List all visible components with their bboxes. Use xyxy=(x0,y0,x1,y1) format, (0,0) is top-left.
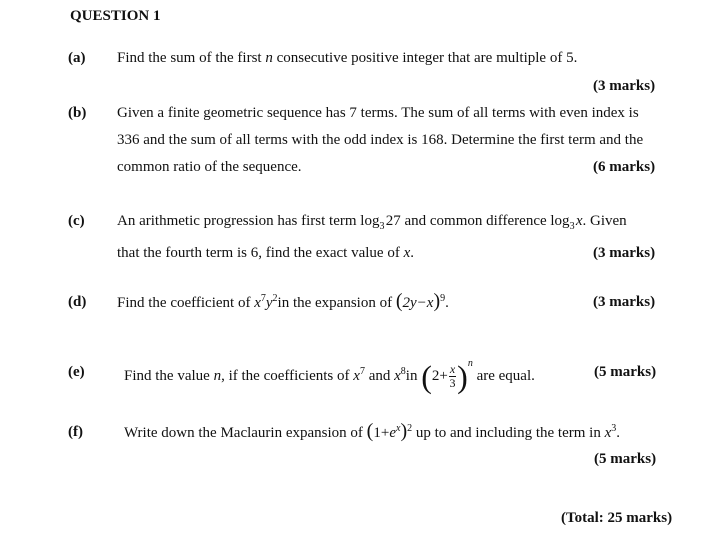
total-marks: (Total: 25 marks) xyxy=(561,510,673,526)
question-e-text: Find the value n, if the coefficients of $x^7$ and $x^8in$ (2+ $\frac{x}{3}$ )$^n$ are equal. xyxy=(124,358,535,395)
question-b-line2: 336 and the sum of all terms with the odd index is 168. Determine the first term and the xyxy=(117,132,644,148)
question-b-marks: (6 marks) xyxy=(593,159,656,175)
question-c-line1: An arithmetic progression has first term $\log_3$ 27 and common difference $\log_3$ x. Given xyxy=(117,213,627,232)
question-c-line2: that the fourth term is 6, find the exact value of x. xyxy=(117,245,414,261)
question-f-text: Write down the Maclaurin expansion of $(1+e^x)^2$ up to and including the term in $x^3$. xyxy=(124,420,620,442)
question-e-marks: (5 marks) xyxy=(594,364,657,380)
question-a-label: (a) xyxy=(68,50,86,66)
question-b-label: (b) xyxy=(68,105,87,121)
question-f-label: (f) xyxy=(68,424,83,440)
question-d-marks: (3 marks) xyxy=(593,294,656,310)
page-title: QUESTION 1 xyxy=(70,8,161,24)
question-d-text: Find the coefficient of $x^7y^2in$ the expansion of $(2y-x)^9$. xyxy=(117,290,449,312)
question-b-line1: Given a finite geometric sequence has 7 terms. The sum of all terms with even index is xyxy=(117,105,639,121)
question-e-label: (e) xyxy=(68,364,85,380)
question-f-marks: (5 marks) xyxy=(594,451,657,467)
fraction-x-over-3: $\frac{x}{3}$ xyxy=(449,362,456,391)
question-c-marks: (3 marks) xyxy=(593,245,656,261)
question-a-text: Find the sum of the first n consecutive positive integer that are multiple of 5. xyxy=(117,50,578,66)
question-d-label: (d) xyxy=(68,294,87,310)
question-a-marks: (3 marks) xyxy=(593,78,656,94)
question-c-label: (c) xyxy=(68,213,85,229)
question-b-line3: common ratio of the sequence. xyxy=(117,159,302,175)
